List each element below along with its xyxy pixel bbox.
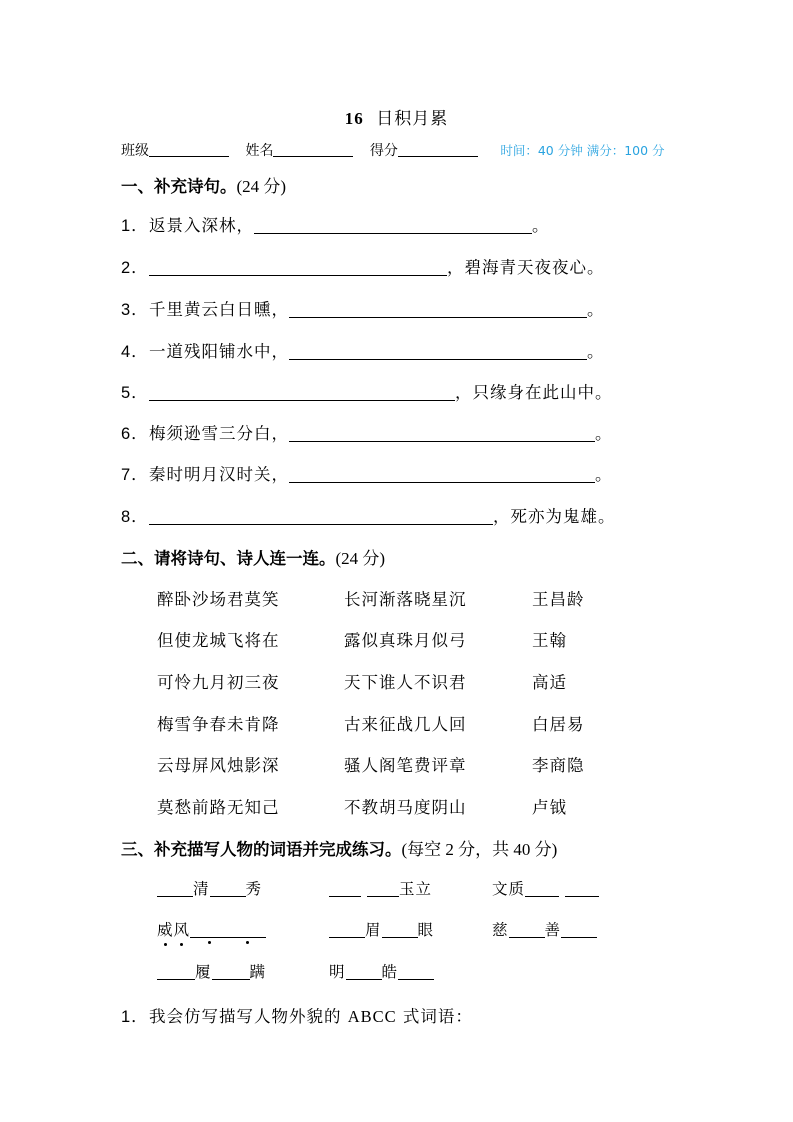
word-chars: 玉立 [398, 880, 432, 898]
line-before: 秦时明月汉时关， [149, 465, 289, 484]
poet-name[interactable]: 卢钺 [532, 798, 567, 817]
line-after: 。 [532, 216, 550, 235]
question-1 [121, 1003, 473, 1027]
item-number: 3． [121, 301, 149, 319]
word-blank[interactable] [212, 963, 250, 980]
item-number: 7． [121, 466, 149, 484]
poem-line-6 [121, 420, 613, 444]
word-blank[interactable] [329, 921, 365, 938]
poem-line-1 [121, 212, 550, 236]
item-number: 1． [121, 217, 149, 235]
line-after: 。 [587, 300, 605, 319]
item-number: 1． [121, 1008, 149, 1026]
word-blank[interactable] [190, 921, 228, 938]
verse-second-half[interactable]: 不教胡马度阴山 [344, 798, 467, 817]
line-before: 一道残阳铺水中， [149, 342, 289, 361]
word-blank[interactable] [525, 880, 559, 897]
verse-first-half[interactable]: 可怜九月初三夜 [157, 673, 280, 692]
poem-line-8 [121, 503, 616, 527]
line-after: 。 [595, 424, 613, 443]
verse-second-half[interactable]: 天下谁人不识君 [344, 673, 467, 692]
answer-blank[interactable] [289, 342, 587, 360]
time-info: 时间：40 分钟 满分：100 分 [500, 143, 665, 158]
word-blank[interactable] [210, 880, 246, 897]
lesson-title: 日积月累 [376, 109, 449, 129]
line-before: 返景入深林， [149, 216, 254, 235]
word-char: 清 [193, 880, 210, 898]
word-chars: 文质 [492, 880, 526, 898]
name-blank[interactable] [273, 142, 353, 157]
word-char: 明 [329, 963, 346, 981]
line-after: ，碧海青天夜夜心。 [447, 258, 605, 277]
verse-first-half[interactable]: 梅雪争春未肯降 [157, 715, 280, 734]
lesson-number: 16 [344, 109, 364, 128]
question-text: 式词语： [396, 1007, 473, 1026]
verse-second-half[interactable]: 长河渐落晓星沉 [344, 590, 467, 609]
line-before: 千里黄云白日曛， [149, 300, 289, 319]
word-char: 眼 [417, 921, 435, 939]
word-blank[interactable] [398, 963, 434, 980]
verse-second-half[interactable]: 骚人阁笔费评章 [344, 756, 467, 775]
word-blank[interactable] [329, 880, 361, 897]
verse-first-half[interactable]: 但使龙城飞将在 [157, 631, 280, 650]
word-blank[interactable] [509, 921, 545, 938]
answer-blank[interactable] [149, 258, 447, 276]
word-char: 蹒 [249, 963, 267, 981]
answer-blank[interactable] [289, 424, 595, 442]
word-char: 风 [173, 921, 191, 939]
word-item [329, 877, 432, 899]
section1-score: (24 分) [236, 177, 287, 196]
word-blank[interactable] [157, 963, 195, 980]
verse-second-half[interactable]: 露似真珠月似弓 [344, 631, 467, 650]
word-char: 威 [157, 921, 174, 939]
poet-name[interactable]: 王翰 [532, 631, 567, 650]
word-blank[interactable] [367, 880, 399, 897]
item-number: 4． [121, 343, 149, 361]
line-after: 。 [595, 465, 613, 484]
word-item [157, 877, 262, 899]
section1-heading [121, 172, 286, 197]
name-label: 姓名 [245, 143, 274, 159]
poem-line-3 [121, 296, 605, 320]
item-number: 6． [121, 425, 149, 443]
answer-blank[interactable] [149, 507, 493, 525]
poem-line-7 [121, 461, 613, 485]
word-item [492, 877, 599, 899]
answer-blank[interactable] [289, 300, 587, 318]
word-blank[interactable] [157, 880, 193, 897]
score-blank[interactable] [398, 142, 478, 157]
section3-title: 三、补充描写人物的词语并完成练习。 [121, 840, 402, 859]
word-item [492, 918, 597, 940]
verse-first-half[interactable]: 云母屏风烛影深 [157, 756, 280, 775]
abcc-pattern: ABCC [347, 1007, 397, 1026]
verse-first-half[interactable]: 醉卧沙场君莫笑 [157, 590, 280, 609]
word-item [329, 918, 434, 940]
line-after: ，只缘身在此山中。 [455, 383, 613, 402]
answer-blank[interactable] [254, 216, 532, 234]
answer-blank[interactable] [149, 383, 455, 401]
section2-title: 二、请将诗句、诗人连一连。 [121, 549, 336, 568]
word-blank[interactable] [561, 921, 597, 938]
section3-score: (每空 2 分，共 40 分) [401, 840, 558, 859]
section3-heading [121, 835, 557, 860]
student-info-row [121, 140, 665, 160]
word-item [157, 918, 266, 940]
class-blank[interactable] [149, 142, 229, 157]
word-char: 慈 [492, 921, 509, 939]
word-blank[interactable] [565, 880, 599, 897]
poet-name[interactable]: 王昌龄 [532, 590, 585, 609]
section2-heading [121, 544, 385, 569]
word-char: 秀 [245, 880, 263, 898]
word-char: 眉 [365, 921, 382, 939]
word-char: 履 [195, 963, 212, 981]
item-number: 8． [121, 508, 149, 526]
verse-second-half[interactable]: 古来征战几人回 [344, 715, 467, 734]
word-blank[interactable] [346, 963, 382, 980]
item-number: 5． [121, 384, 149, 402]
line-after: 。 [587, 342, 605, 361]
line-before: 梅须逊雪三分白， [149, 424, 289, 443]
section1-title: 一、补充诗句。 [121, 177, 237, 196]
answer-blank[interactable] [289, 465, 595, 483]
poet-name[interactable]: 白居易 [532, 715, 585, 734]
poem-line-4 [121, 338, 605, 362]
item-number: 2． [121, 259, 149, 277]
poet-name[interactable]: 李商隐 [532, 756, 585, 775]
word-blank[interactable] [382, 921, 418, 938]
class-label: 班级 [121, 143, 149, 159]
page-title [0, 104, 793, 129]
score-label: 得分 [369, 143, 398, 159]
section2-score: (24 分) [335, 549, 386, 568]
word-char: 善 [544, 921, 562, 939]
word-item [157, 960, 266, 982]
question-text: 我会仿写描写人物外貌的 [149, 1007, 348, 1026]
poem-line-2 [121, 254, 605, 278]
word-char: 皓 [381, 963, 399, 981]
verse-first-half[interactable]: 莫愁前路无知己 [157, 798, 280, 817]
line-after: ，死亦为鬼雄。 [493, 507, 616, 526]
word-blank[interactable] [228, 921, 266, 938]
poem-line-5 [121, 379, 613, 403]
word-item [329, 960, 434, 982]
poet-name[interactable]: 高适 [532, 673, 567, 692]
